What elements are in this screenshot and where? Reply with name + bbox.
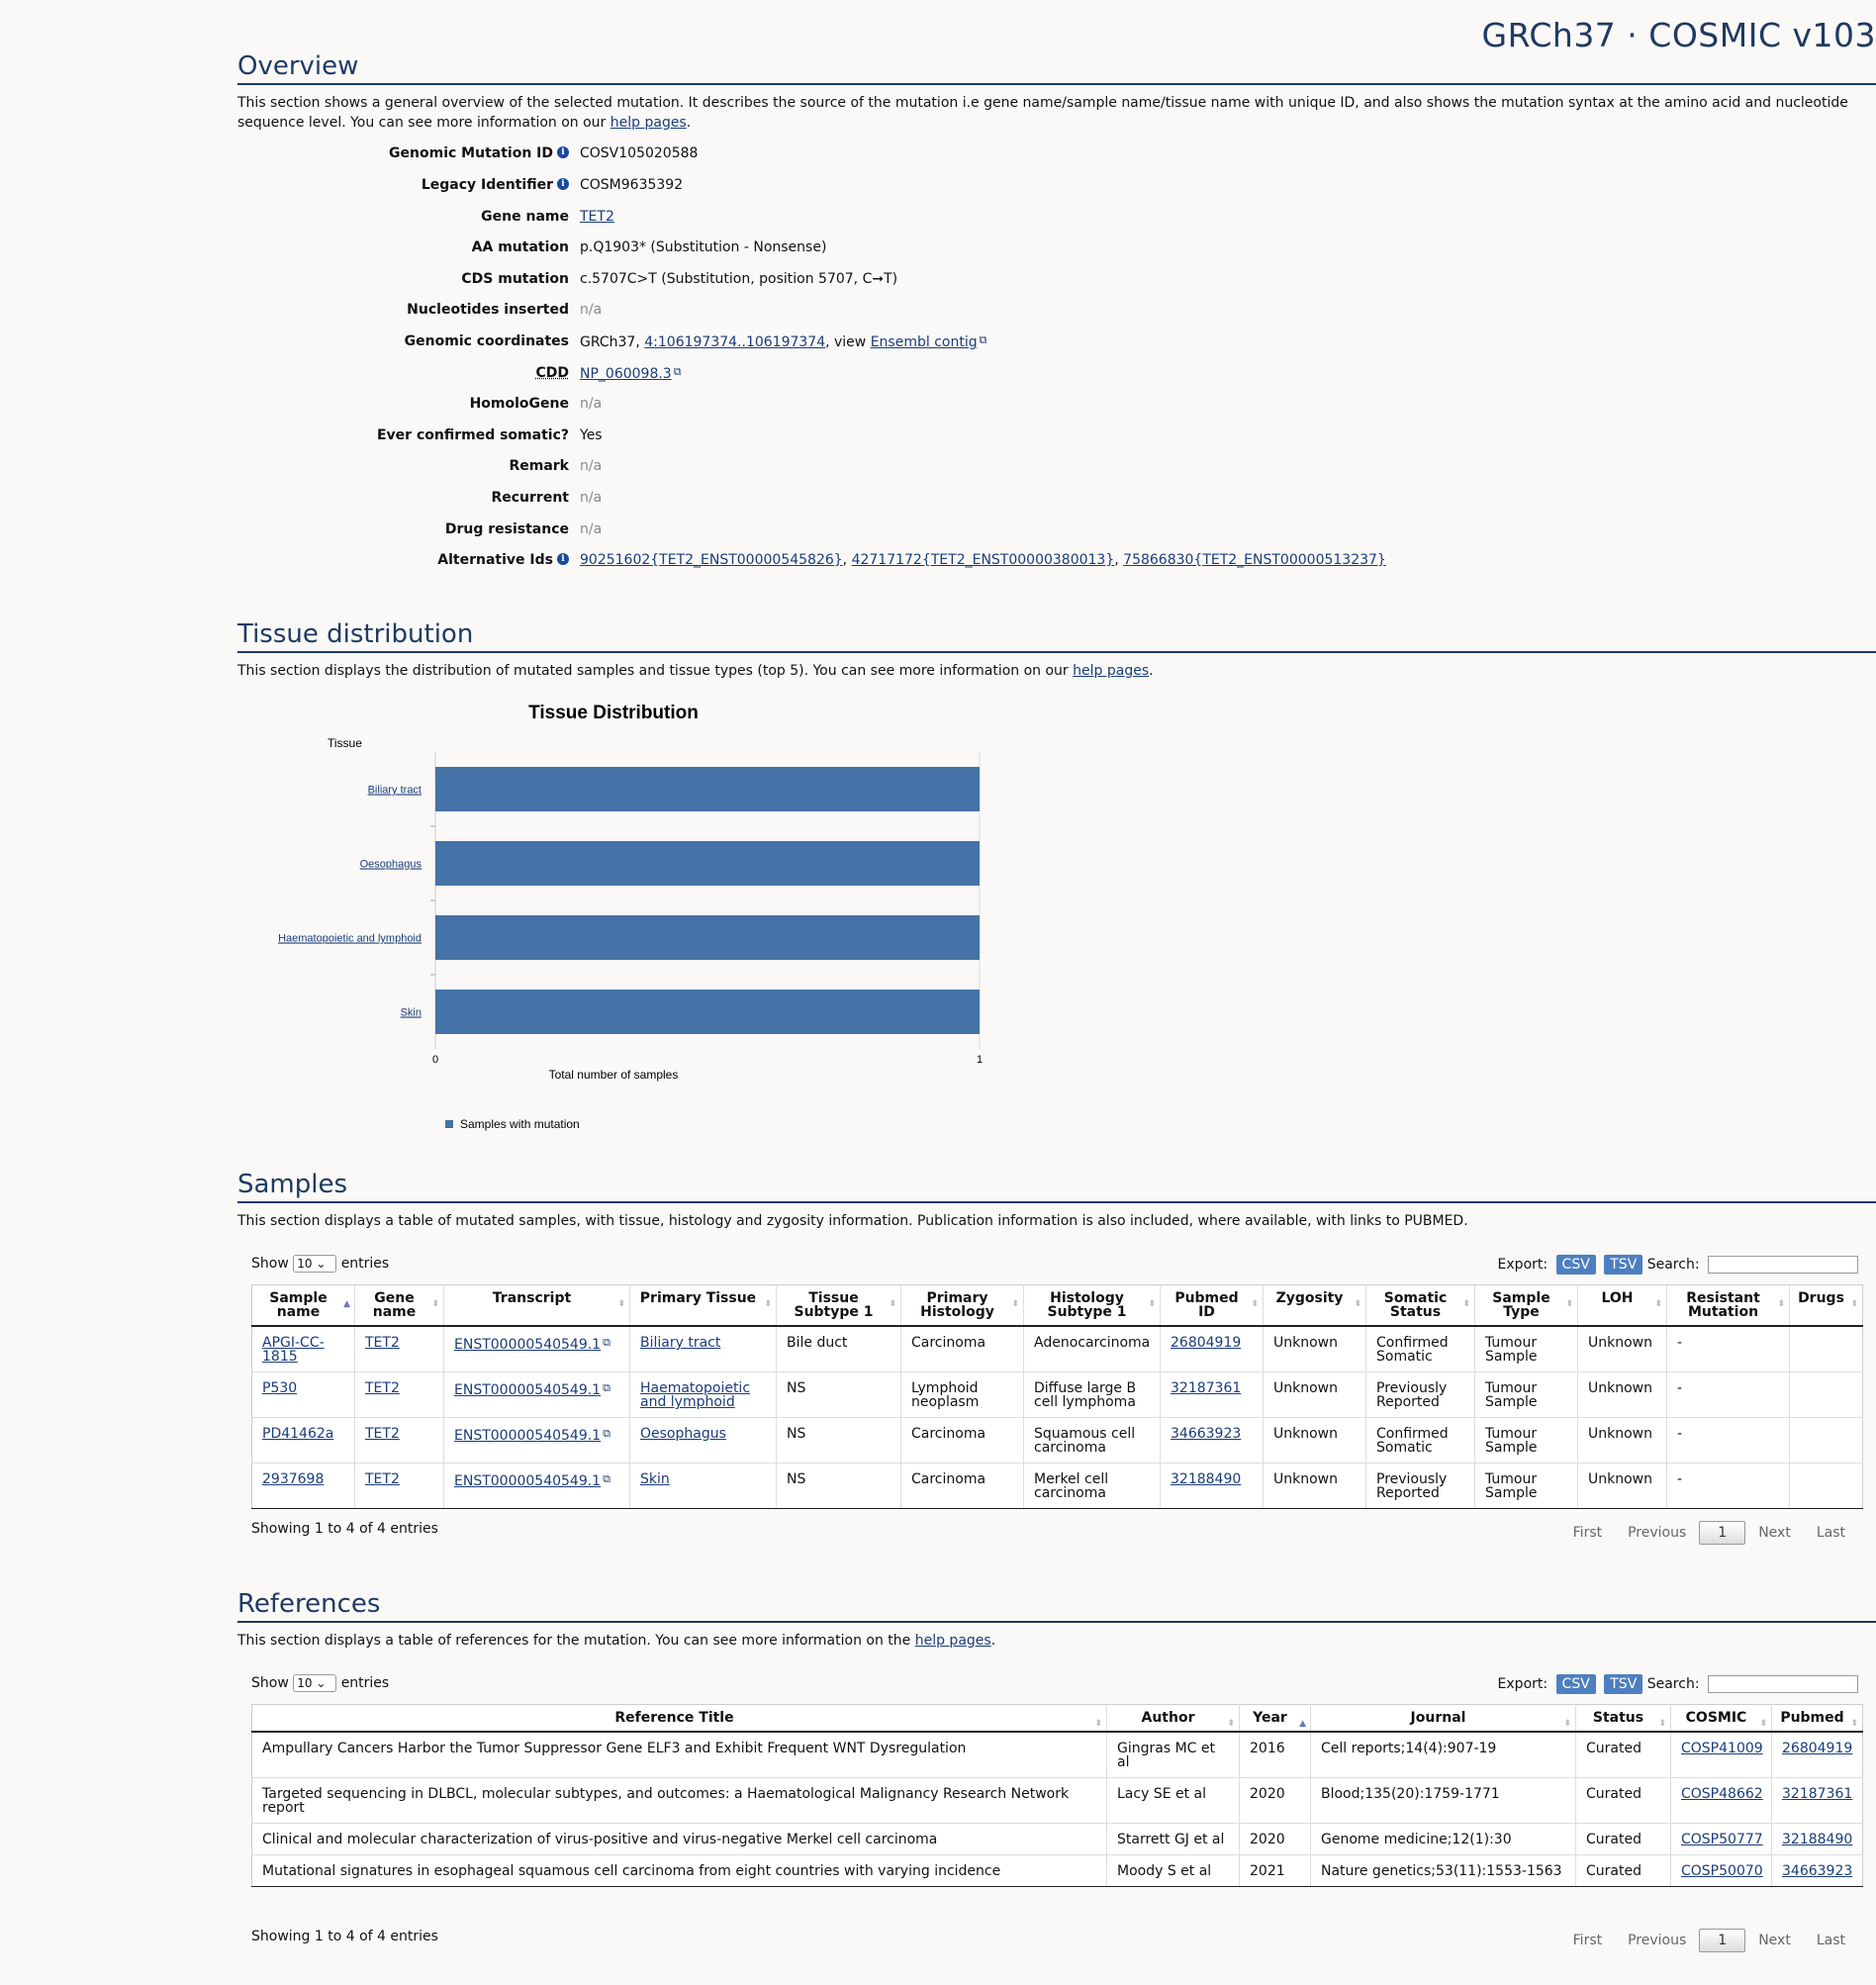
pager-previous[interactable]: Previous [1628, 1525, 1687, 1541]
label-recurrent: Recurrent [491, 490, 569, 506]
samples-table-row [252, 1464, 1863, 1509]
samples-table-cell[interactable] [355, 1372, 444, 1418]
references-page-length-select[interactable]: 10 ⌄ [293, 1674, 336, 1692]
samples-table-cell: Adenocarcinoma [1024, 1326, 1161, 1372]
samples-table-cell: Tumour Sample [1475, 1372, 1578, 1418]
chart-category-label[interactable]: Skin [400, 1006, 422, 1019]
samples-cell-link[interactable]: ENST00000540549.1 [454, 1382, 602, 1398]
row-aa-mutation [237, 239, 1623, 261]
samples-table-cell: Lymphoid neoplasm [901, 1372, 1024, 1418]
overview-details [237, 145, 1722, 581]
references-table-cell: Genome medicine;12(1):30 [1311, 1824, 1576, 1855]
chart-x-tick-label: 0 [431, 1054, 439, 1066]
sort-icon: ⬍ [1759, 1719, 1767, 1729]
samples-table-cell: Unknown [1578, 1418, 1667, 1464]
references-table-cell: Curated [1576, 1778, 1671, 1824]
pager-next[interactable]: Next [1758, 1525, 1791, 1541]
sort-icon: ⬍ [1654, 1299, 1662, 1309]
overview-help-link[interactable]: help pages [610, 115, 687, 131]
samples-export-search [1498, 1255, 1858, 1275]
samples-cell-link[interactable]: Haematopoietic and lymphoid [640, 1380, 751, 1410]
samples-table-row [252, 1418, 1863, 1464]
sort-icon: ⬍ [617, 1299, 625, 1309]
label-genomic-coordinates: Genomic coordinates [404, 333, 569, 349]
samples-table [251, 1284, 1863, 1509]
samples-table-cell[interactable] [355, 1418, 444, 1464]
samples-table-cell: - [1667, 1326, 1790, 1372]
chart-category-label[interactable]: Biliary tract [367, 784, 422, 797]
references-table [251, 1704, 1863, 1887]
samples-cell-link[interactable]: TET2 [365, 1335, 400, 1351]
row-remark [237, 458, 1623, 480]
samples-csv-button[interactable]: CSV [1556, 1255, 1596, 1275]
sort-icon: ⬍ [1565, 1299, 1573, 1309]
value-homologene: n/a [580, 396, 603, 412]
references-table-cell: 2020 [1240, 1778, 1311, 1824]
chart-bar[interactable] [435, 841, 980, 886]
show-label: Show [251, 1256, 289, 1272]
chart-category-label[interactable]: Haematopoietic and lymphoid [278, 932, 422, 945]
sort-ascending-icon: ▲ [343, 1299, 350, 1309]
gene-name-link[interactable]: TET2 [580, 209, 614, 225]
sort-icon: ⬍ [1658, 1719, 1666, 1729]
references-help-link[interactable]: help pages [914, 1633, 991, 1649]
overview-desc-end: . [686, 115, 692, 131]
samples-table-cell: Unknown [1264, 1372, 1366, 1418]
chart-title: Tissue Distribution [528, 703, 699, 723]
references-column-header[interactable]: Pubmed ⬍ [1772, 1705, 1863, 1733]
sort-icon: ⬍ [1462, 1299, 1470, 1309]
label-cds-mutation: CDS mutation [461, 271, 569, 287]
genomic-coordinates-link[interactable]: 4:106197374..106197374 [644, 334, 826, 350]
label-cdd: CDD [535, 365, 569, 381]
samples-info: Showing 1 to 4 of 4 entries [251, 1521, 438, 1537]
samples-table-cell[interactable] [444, 1418, 630, 1464]
references-table-cell: Targeted sequencing in DLBCL, molecular subtypes, and outcomes: a Haematological Malignancy Research Network report [252, 1778, 1107, 1824]
sort-icon: ⬍ [764, 1299, 772, 1309]
samples-cell-link[interactable]: 32187361 [1171, 1380, 1242, 1396]
samples-table-cell[interactable] [444, 1464, 630, 1509]
samples-table-row [252, 1326, 1863, 1372]
samples-page-length-select[interactable]: 10 ⌄ [293, 1255, 336, 1273]
search-label: Search: [1646, 1676, 1700, 1692]
sort-icon: ⬍ [431, 1299, 439, 1309]
external-link-icon: ⧉ [979, 333, 987, 346]
samples-table-cell: Tumour Sample [1475, 1418, 1578, 1464]
pager-last[interactable]: Last [1816, 1933, 1845, 1948]
overview-heading: Overview [237, 51, 1876, 85]
pager-first[interactable]: First [1572, 1525, 1603, 1541]
references-toolbar [251, 1674, 1858, 1700]
samples-table-cell: Unknown [1264, 1326, 1366, 1372]
alternative-id-link[interactable]: 90251602{TET2_ENST00000545826} [580, 552, 843, 568]
references-table-cell: Nature genetics;53(11):1553-1563 [1311, 1855, 1576, 1887]
samples-column-header[interactable]: Tissue Subtype 1 ⬍ [777, 1285, 901, 1327]
tissue-description: This section displays the distribution of mutated samples and tissue types (top 5). You can see more information on our help pages. [237, 663, 1154, 679]
references-cell-link[interactable]: COSP48662 [1681, 1786, 1763, 1802]
samples-table-cell[interactable] [630, 1418, 777, 1464]
label-legacy-identifier: Legacy Identifier i [422, 177, 569, 193]
references-table-cell: 2016 [1240, 1732, 1311, 1778]
references-csv-button[interactable]: CSV [1556, 1674, 1596, 1694]
samples-table-cell: Bile duct [777, 1326, 901, 1372]
references-table-cell: Curated [1576, 1732, 1671, 1778]
row-alternative-ids [237, 552, 1623, 574]
references-column-header[interactable]: COSMIC ⬍ [1671, 1705, 1772, 1733]
samples-cell-link[interactable]: P530 [262, 1380, 298, 1396]
samples-table-cell: Unknown [1578, 1464, 1667, 1509]
samples-cell-link[interactable]: ENST00000540549.1 [454, 1473, 602, 1489]
sort-ascending-icon: ▲ [1299, 1719, 1306, 1729]
cdd-link[interactable]: NP_060098.3 [580, 366, 672, 382]
export-label: Export: [1497, 1257, 1548, 1273]
samples-table-cell: Unknown [1578, 1326, 1667, 1372]
samples-column-header[interactable]: Somatic Status ⬍ [1366, 1285, 1475, 1327]
samples-cell-link[interactable]: Oesophagus [640, 1426, 726, 1442]
samples-table-cell[interactable] [252, 1418, 355, 1464]
samples-tsv-button[interactable]: TSV [1604, 1255, 1642, 1275]
samples-cell-link[interactable]: TET2 [365, 1471, 400, 1487]
samples-table-cell: Carcinoma [901, 1464, 1024, 1509]
samples-table-cell: Unknown [1578, 1372, 1667, 1418]
sort-icon: ⬍ [889, 1299, 896, 1309]
references-description: This section displays a table of references for the mutation. You can see more information on the help pages. [237, 1633, 996, 1649]
external-link-icon: ⧉ [603, 1381, 610, 1394]
label-genomic-mutation-id: Genomic Mutation ID i [389, 145, 569, 161]
samples-table-cell[interactable] [630, 1372, 777, 1418]
references-table-row [252, 1855, 1863, 1887]
label-drug-resistance: Drug resistance [444, 521, 569, 537]
samples-table-cell [1790, 1418, 1863, 1464]
chart-bar[interactable] [435, 767, 980, 811]
pager-previous[interactable]: Previous [1628, 1933, 1687, 1948]
samples-column-header[interactable]: Histology Subtype 1 ⬍ [1024, 1285, 1161, 1327]
row-nucleotides-inserted [237, 302, 1623, 324]
samples-table-cell: Carcinoma [901, 1326, 1024, 1372]
sort-icon: ⬍ [1850, 1719, 1858, 1729]
sort-icon: ⬍ [1148, 1299, 1156, 1309]
sort-icon: ⬍ [1777, 1299, 1785, 1309]
info-icon[interactable]: i [557, 553, 569, 565]
samples-cell-link[interactable]: ENST00000540549.1 [454, 1337, 602, 1353]
chart-x-axis-label: Total number of samples [548, 1068, 679, 1082]
chart-y-axis-label: Tissue [328, 736, 362, 750]
samples-footer [251, 1521, 1858, 1551]
row-ever-confirmed [237, 427, 1623, 449]
samples-cell-link[interactable]: APGI-CC-1815 [262, 1335, 325, 1365]
samples-column-header[interactable]: Sample Type ⬍ [1475, 1285, 1578, 1327]
row-homologene [237, 396, 1623, 418]
value-alternative-ids: 90251602{TET2_ENST00000545826}, 42717172{TET2_ENST00000380013}, 75866830{TET2_ENST00000513237} [580, 552, 1386, 568]
samples-table-cell: Unknown [1264, 1464, 1366, 1509]
samples-table-row [252, 1372, 1863, 1418]
export-label: Export: [1497, 1676, 1548, 1692]
references-column-header[interactable]: Reference Title ⬍ [252, 1705, 1107, 1733]
value-cds-mutation: c.5707C>T (Substitution, position 5707, C➞T) [580, 271, 898, 287]
samples-table-cell: NS [777, 1464, 901, 1509]
label-aa-mutation: AA mutation [471, 239, 569, 255]
references-table-cell[interactable] [1772, 1855, 1863, 1887]
samples-table-cell: Confirmed Somatic [1366, 1418, 1475, 1464]
alternative-id-link[interactable]: 42717172{TET2_ENST00000380013} [851, 552, 1115, 568]
references-export-search [1498, 1674, 1858, 1694]
sort-icon: ⬍ [1850, 1299, 1858, 1309]
samples-table-cell: - [1667, 1464, 1790, 1509]
references-column-header[interactable]: Year ▲ [1240, 1705, 1311, 1733]
samples-column-header[interactable]: Zygosity ⬍ [1264, 1285, 1366, 1327]
references-tsv-button[interactable]: TSV [1604, 1674, 1642, 1694]
samples-table-cell: Tumour Sample [1475, 1326, 1578, 1372]
label-alternative-ids: Alternative Ids i [437, 552, 569, 568]
samples-toolbar [251, 1255, 1858, 1280]
references-table-cell: Clinical and molecular characterization of virus-positive and virus-negative Merkel cell carcinoma [252, 1824, 1107, 1855]
references-table-cell[interactable] [1772, 1732, 1863, 1778]
references-table-row [252, 1824, 1863, 1855]
sort-icon: ⬍ [1354, 1299, 1361, 1309]
pager-current-page[interactable]: 1 [1699, 1521, 1745, 1545]
samples-table-cell: Unknown [1264, 1418, 1366, 1464]
samples-column-header[interactable]: LOH ⬍ [1578, 1285, 1667, 1327]
references-cell-link[interactable]: 32187361 [1782, 1786, 1853, 1802]
references-table-cell: Mutational signatures in esophageal squamous cell carcinoma from eight countries with varying incidence [252, 1855, 1107, 1887]
samples-table-cell[interactable] [1161, 1464, 1264, 1509]
chart-bar[interactable] [435, 915, 980, 960]
chart-bar[interactable] [435, 990, 980, 1034]
value-aa-mutation: p.Q1903* (Substitution - Nonsense) [580, 239, 827, 255]
samples-search-input[interactable] [1708, 1256, 1858, 1274]
overview-description [237, 93, 1868, 133]
value-drug-resistance: n/a [580, 521, 603, 537]
tissue-section [237, 619, 1876, 681]
samples-table-cell: NS [777, 1418, 901, 1464]
samples-cell-link[interactable]: Skin [640, 1471, 670, 1487]
references-table-cell[interactable] [1671, 1778, 1772, 1824]
samples-table-cell[interactable] [252, 1372, 355, 1418]
legend-label[interactable]: Samples with mutation [460, 1117, 580, 1131]
samples-cell-link[interactable]: Biliary tract [640, 1335, 721, 1351]
row-cds-mutation [237, 271, 1623, 293]
row-cdd [237, 365, 1623, 387]
samples-table-cell: Merkel cell carcinoma [1024, 1464, 1161, 1509]
references-table-cell: 2020 [1240, 1824, 1311, 1855]
row-gene-name [237, 209, 1623, 231]
label-nucleotides-inserted: Nucleotides inserted [407, 302, 569, 318]
references-cell-link[interactable]: 32188490 [1782, 1832, 1853, 1847]
references-table-cell: Cell reports;14(4):907-19 [1311, 1732, 1576, 1778]
samples-table-cell: Confirmed Somatic [1366, 1326, 1475, 1372]
external-link-icon: ⧉ [603, 1427, 610, 1440]
samples-table-cell[interactable] [252, 1464, 355, 1509]
external-link-icon: ⧉ [603, 1336, 610, 1349]
references-table-cell: Starrett GJ et al [1107, 1824, 1240, 1855]
samples-column-header[interactable]: Sample name ▲ [252, 1285, 355, 1327]
tissue-distribution-chart [257, 693, 1009, 1148]
samples-table-cell[interactable] [444, 1326, 630, 1372]
samples-table-cell [1790, 1372, 1863, 1418]
chart-category-label[interactable]: Oesophagus [359, 858, 422, 871]
pager-next[interactable]: Next [1758, 1933, 1791, 1948]
search-label: Search: [1646, 1257, 1700, 1273]
references-column-header[interactable]: Status ⬍ [1576, 1705, 1671, 1733]
row-legacy-identifier [237, 177, 1623, 199]
references-table-cell: Ampullary Cancers Harbor the Tumor Suppressor Gene ELF3 and Exhibit Frequent WNT Dysregulation [262, 1741, 967, 1756]
label-gene-name: Gene name [481, 209, 569, 225]
label-homologene: HomoloGene [469, 396, 569, 412]
overview-section [237, 51, 1876, 568]
alternative-id-link[interactable]: 75866830{TET2_ENST00000513237} [1123, 552, 1386, 568]
samples-table-cell[interactable] [252, 1326, 355, 1372]
value-legacy-identifier: COSM9635392 [580, 177, 684, 193]
references-table-cell[interactable] [1772, 1824, 1863, 1855]
samples-pagination [1560, 1521, 1858, 1545]
references-section [237, 1589, 1876, 1965]
row-recurrent [237, 490, 1623, 512]
label-remark: Remark [509, 458, 569, 474]
references-column-header[interactable]: Author ⬍ [1107, 1705, 1240, 1733]
references-search-input[interactable] [1708, 1675, 1858, 1693]
samples-table-cell: NS [777, 1372, 901, 1418]
page-header-title: GRCh37 · COSMIC v103 [1481, 16, 1876, 54]
samples-column-header[interactable]: Resistant Mutation ⬍ [1667, 1285, 1790, 1327]
samples-table-cell[interactable] [355, 1464, 444, 1509]
samples-table-cell [1790, 1326, 1863, 1372]
references-table-cell: Curated [1576, 1855, 1671, 1887]
samples-column-header[interactable]: Primary Tissue ⬍ [630, 1285, 777, 1327]
info-icon[interactable]: i [557, 146, 569, 158]
label-ever-confirmed: Ever confirmed somatic? [376, 427, 569, 443]
info-icon[interactable]: i [557, 178, 569, 190]
references-table-cell: Lacy SE et al [1107, 1778, 1240, 1824]
references-table-cell[interactable] [1671, 1824, 1772, 1855]
pager-current-page[interactable]: 1 [1699, 1929, 1745, 1952]
samples-column-header[interactable]: Pubmed ID ⬍ [1161, 1285, 1264, 1327]
samples-table-cell[interactable] [630, 1326, 777, 1372]
references-table-cell: Curated [1576, 1824, 1671, 1855]
references-table-cell[interactable] [1772, 1778, 1863, 1824]
references-footer [251, 1929, 1858, 1958]
references-cell-link[interactable]: 34663923 [1782, 1863, 1853, 1879]
entries-label: entries [340, 1256, 390, 1272]
row-genomic-mutation-id [237, 145, 1623, 167]
samples-table-cell [1790, 1464, 1863, 1509]
samples-table-cell[interactable] [1161, 1326, 1264, 1372]
references-info: Showing 1 to 4 of 4 entries [251, 1929, 438, 1944]
overview-desc-text: This section shows a general overview of the selected mutation. It describes the source of the mutation i.e gene name/sample name/tissue name with unique ID, and also shows the mutation syntax at the amino acid and nucleotide sequence level. You can see more information on our [237, 95, 1848, 131]
samples-cell-link[interactable]: 34663923 [1171, 1426, 1242, 1442]
references-heading: References [237, 1589, 1876, 1623]
references-table-row [252, 1778, 1863, 1824]
sort-icon: ⬍ [1563, 1719, 1571, 1729]
samples-table-cell: - [1667, 1372, 1790, 1418]
value-nucleotides-inserted: n/a [580, 302, 603, 318]
value-remark: n/a [580, 458, 603, 474]
samples-table-cell: Diffuse large B cell lymphoma [1024, 1372, 1161, 1418]
references-cell-link[interactable]: COSP41009 [1681, 1741, 1763, 1756]
sort-icon: ⬍ [1011, 1299, 1019, 1309]
samples-column-header[interactable]: Drugs ⬍ [1790, 1285, 1863, 1327]
references-table-cell[interactable] [1671, 1732, 1772, 1778]
references-table-row [252, 1732, 1863, 1778]
references-column-header[interactable]: Journal ⬍ [1311, 1705, 1576, 1733]
samples-cell-link[interactable]: PD41462a [262, 1426, 334, 1442]
show-label: Show [251, 1675, 289, 1691]
samples-table-cell: Previously Reported [1366, 1372, 1475, 1418]
references-table-cell[interactable] [1671, 1855, 1772, 1887]
tissue-help-link[interactable]: help pages [1073, 663, 1150, 679]
external-link-icon: ⧉ [673, 365, 682, 378]
samples-column-header[interactable]: Gene name ⬍ [355, 1285, 444, 1327]
ensembl-contig-link[interactable]: Ensembl contig [870, 334, 978, 350]
references-table-cell: Gingras MC et al [1107, 1732, 1240, 1778]
samples-cell-link[interactable]: 26804919 [1171, 1335, 1242, 1351]
samples-table-cell[interactable] [444, 1372, 630, 1418]
samples-column-header[interactable]: Transcript ⬍ [444, 1285, 630, 1327]
sort-icon: ⬍ [1094, 1719, 1102, 1729]
samples-table-cell[interactable] [630, 1464, 777, 1509]
chart-x-tick-label: 1 [976, 1054, 984, 1066]
pager-first[interactable]: First [1572, 1933, 1603, 1948]
samples-cell-link[interactable]: 32188490 [1171, 1471, 1242, 1487]
references-table-cell: Moody S et al [1107, 1855, 1240, 1887]
samples-heading: Samples [237, 1170, 1876, 1203]
samples-table-cell: Previously Reported [1366, 1464, 1475, 1509]
tissue-heading: Tissue distribution [237, 619, 1876, 653]
row-drug-resistance [237, 521, 1623, 543]
references-cell-link[interactable]: 26804919 [1782, 1741, 1853, 1756]
samples-table-cell: Tumour Sample [1475, 1464, 1578, 1509]
samples-cell-link[interactable]: ENST00000540549.1 [454, 1428, 602, 1444]
sort-icon: ⬍ [1227, 1719, 1235, 1729]
sort-icon: ⬍ [1251, 1299, 1259, 1309]
samples-cell-link[interactable]: 2937698 [262, 1471, 325, 1487]
entries-label: entries [340, 1675, 390, 1691]
references-table-cell: 2021 [1240, 1855, 1311, 1887]
samples-table-cell[interactable] [1161, 1372, 1264, 1418]
references-cell-link[interactable]: COSP50070 [1681, 1863, 1763, 1879]
references-table-cell: Blood;135(20):1759-1771 [1311, 1778, 1576, 1824]
samples-table-cell: Carcinoma [901, 1418, 1024, 1464]
samples-cell-link[interactable]: TET2 [365, 1426, 400, 1442]
legend-swatch [445, 1120, 453, 1128]
row-genomic-coordinates [237, 333, 1623, 355]
value-recurrent: n/a [580, 490, 603, 506]
samples-column-header[interactable]: Primary Histology ⬍ [901, 1285, 1024, 1327]
samples-table-cell: Squamous cell carcinoma [1024, 1418, 1161, 1464]
pager-last[interactable]: Last [1816, 1525, 1845, 1541]
samples-description: This section displays a table of mutated samples, with tissue, histology and zygosity information. Publication information is also included, where available, with links to PUBMED. [237, 1213, 1468, 1229]
external-link-icon: ⧉ [603, 1472, 610, 1485]
samples-table-cell[interactable] [1161, 1418, 1264, 1464]
samples-cell-link[interactable]: TET2 [365, 1380, 400, 1396]
value-ever-confirmed: Yes [580, 427, 603, 443]
references-pagination [1560, 1929, 1858, 1952]
samples-table-cell[interactable] [355, 1326, 444, 1372]
value-genomic-mutation-id: COSV105020588 [580, 145, 699, 161]
samples-section [237, 1170, 1876, 1546]
samples-table-cell: - [1667, 1418, 1790, 1464]
references-cell-link[interactable]: COSP50777 [1681, 1832, 1763, 1847]
value-genomic-coordinates: GRCh37, 4:106197374..106197374, view Ensembl contig ⧉ [580, 333, 987, 350]
